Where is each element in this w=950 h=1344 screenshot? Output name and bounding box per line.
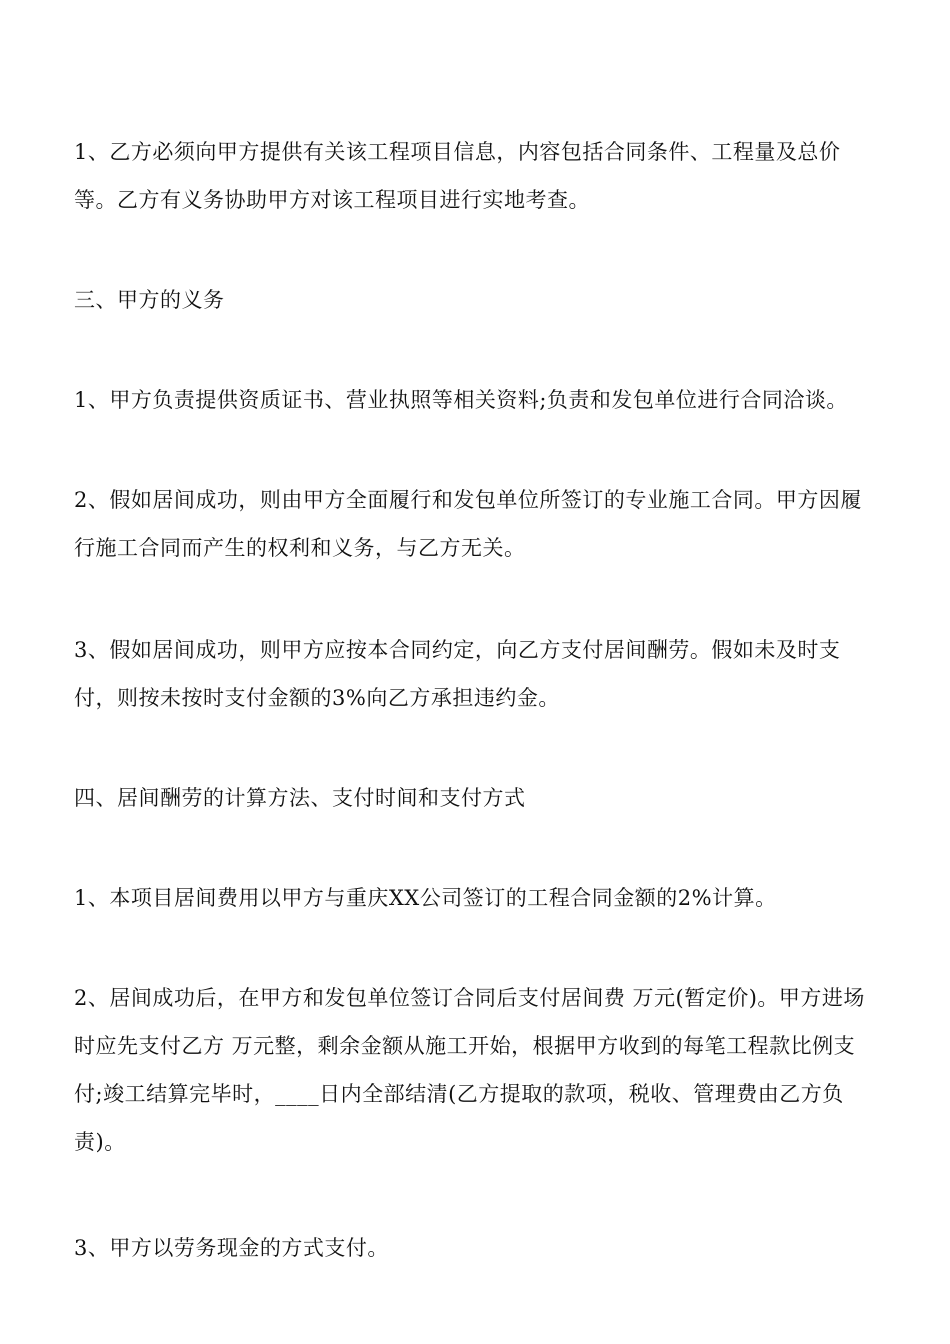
- paragraph-6: 2、居间成功后，在甲方和发包单位签订合同后支付居间费 万元(暂定价)。甲方进场时应先支付乙方 万元整，剩余金额从施工开始，根据甲方收到的每笔工程款比例支付;竣工结算完毕时，____日内全部结清(乙方提取的款项，税收、管理费由乙方负责)。: [74, 986, 865, 1154]
- section-heading-4: 四、居间酬劳的计算方法、支付时间和支付方式: [74, 786, 526, 810]
- paragraph-7: 3、甲方以劳务现金的方式支付。: [74, 1236, 389, 1260]
- paragraph-3: 2、假如居间成功，则由甲方全面履行和发包单位所签订的专业施工合同。甲方因履行施工合同而产生的权利和义务，与乙方无关。: [74, 488, 862, 560]
- paragraph-1: 1、乙方必须向甲方提供有关该工程项目信息，内容包括合同条件、工程量及总价等。乙方有义务协助甲方对该工程项目进行实地考查。: [74, 140, 841, 212]
- paragraph-5: 1、本项目居间费用以甲方与重庆XX公司签订的工程合同金额的2%计算。: [74, 886, 777, 910]
- section-heading-3: 三、甲方的义务: [74, 288, 225, 312]
- paragraph-2: 1、甲方负责提供资质证书、营业执照等相关资料;负责和发包单位进行合同洽谈。: [74, 388, 848, 412]
- paragraph-4: 3、假如居间成功，则甲方应按本合同约定，向乙方支付居间酬劳。假如未及时支付，则按未按时支付金额的3%向乙方承担违约金。: [74, 638, 841, 710]
